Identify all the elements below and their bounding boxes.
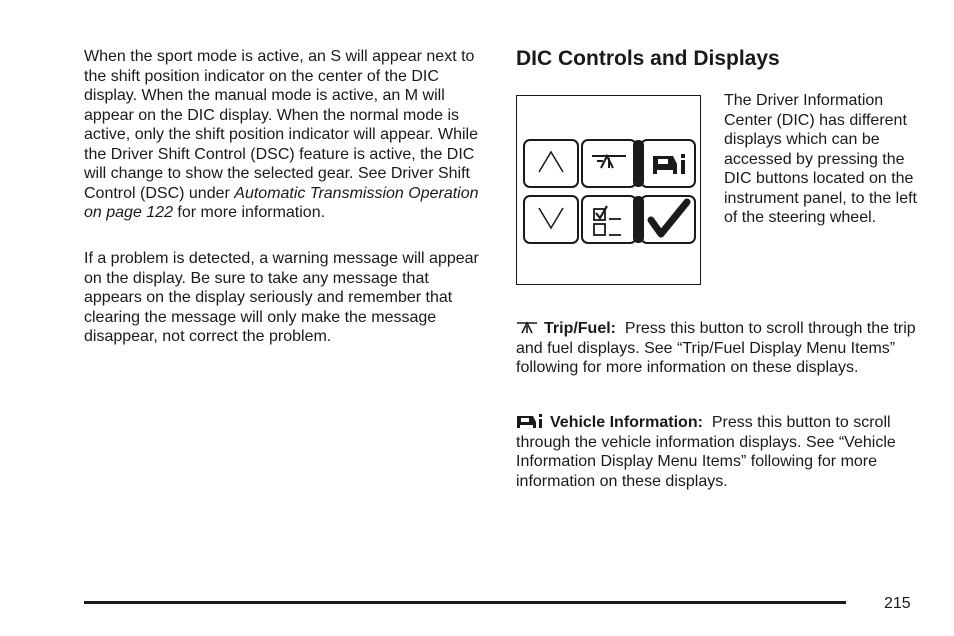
trip-fuel-text: Press this button to scroll through the trip and fuel displays. See “Trip/Fuel Display Menu Items” following for more information on these displays.	[516, 320, 916, 376]
dic-intro-paragraph: The Driver Information Center (DIC) has different displays which can be accessed by pressing the DIC buttons located on the instrument panel, to the left of the steering wheel.	[724, 92, 917, 226]
up-arrow-icon	[524, 140, 578, 187]
vehicle-info-icon	[516, 413, 544, 429]
vehicle-info-text: Press this button to scroll through the vehicle information displays. See “Vehicle Information Display Menu Items” following for more information on these displays.	[516, 414, 896, 490]
sport-mode-text: When the sport mode is active, an S will appear next to the shift position indicator on the center of the DIC display. When the manual mode is active, an M will appear on the DIC display. When the normal mode is active, only the shift position indicator will appear. While the Driver Shift Control (DSC) feature is active, the DIC will change to show the selected gear. See Driver Shift Control (DSC) under	[84, 48, 478, 202]
vehicle-info-label: Vehicle Information:	[550, 414, 703, 431]
vehicle-info-paragraph	[516, 413, 926, 491]
transmission-reference: Automatic Transmission Operation on page 122	[84, 184, 479, 221]
trip-fuel-icon	[516, 321, 538, 335]
trip-fuel-paragraph	[516, 319, 926, 378]
sport-mode-text-end: for more information.	[172, 204, 326, 221]
problem-paragraph: If a problem is detected, a warning message will appear on the display. Be sure to take any message that appears on the display seriously and remember that clearing the message will only make the message disappear, not correct the problem.	[84, 250, 479, 345]
sport-mode-paragraph	[84, 47, 489, 223]
down-arrow-icon	[524, 196, 578, 243]
footer-rule	[84, 601, 846, 604]
dic-buttons-figure	[516, 95, 701, 285]
page-number: 215	[884, 595, 911, 612]
trip-fuel-label: Trip/Fuel:	[544, 320, 616, 337]
section-heading: DIC Controls and Displays	[516, 47, 780, 70]
